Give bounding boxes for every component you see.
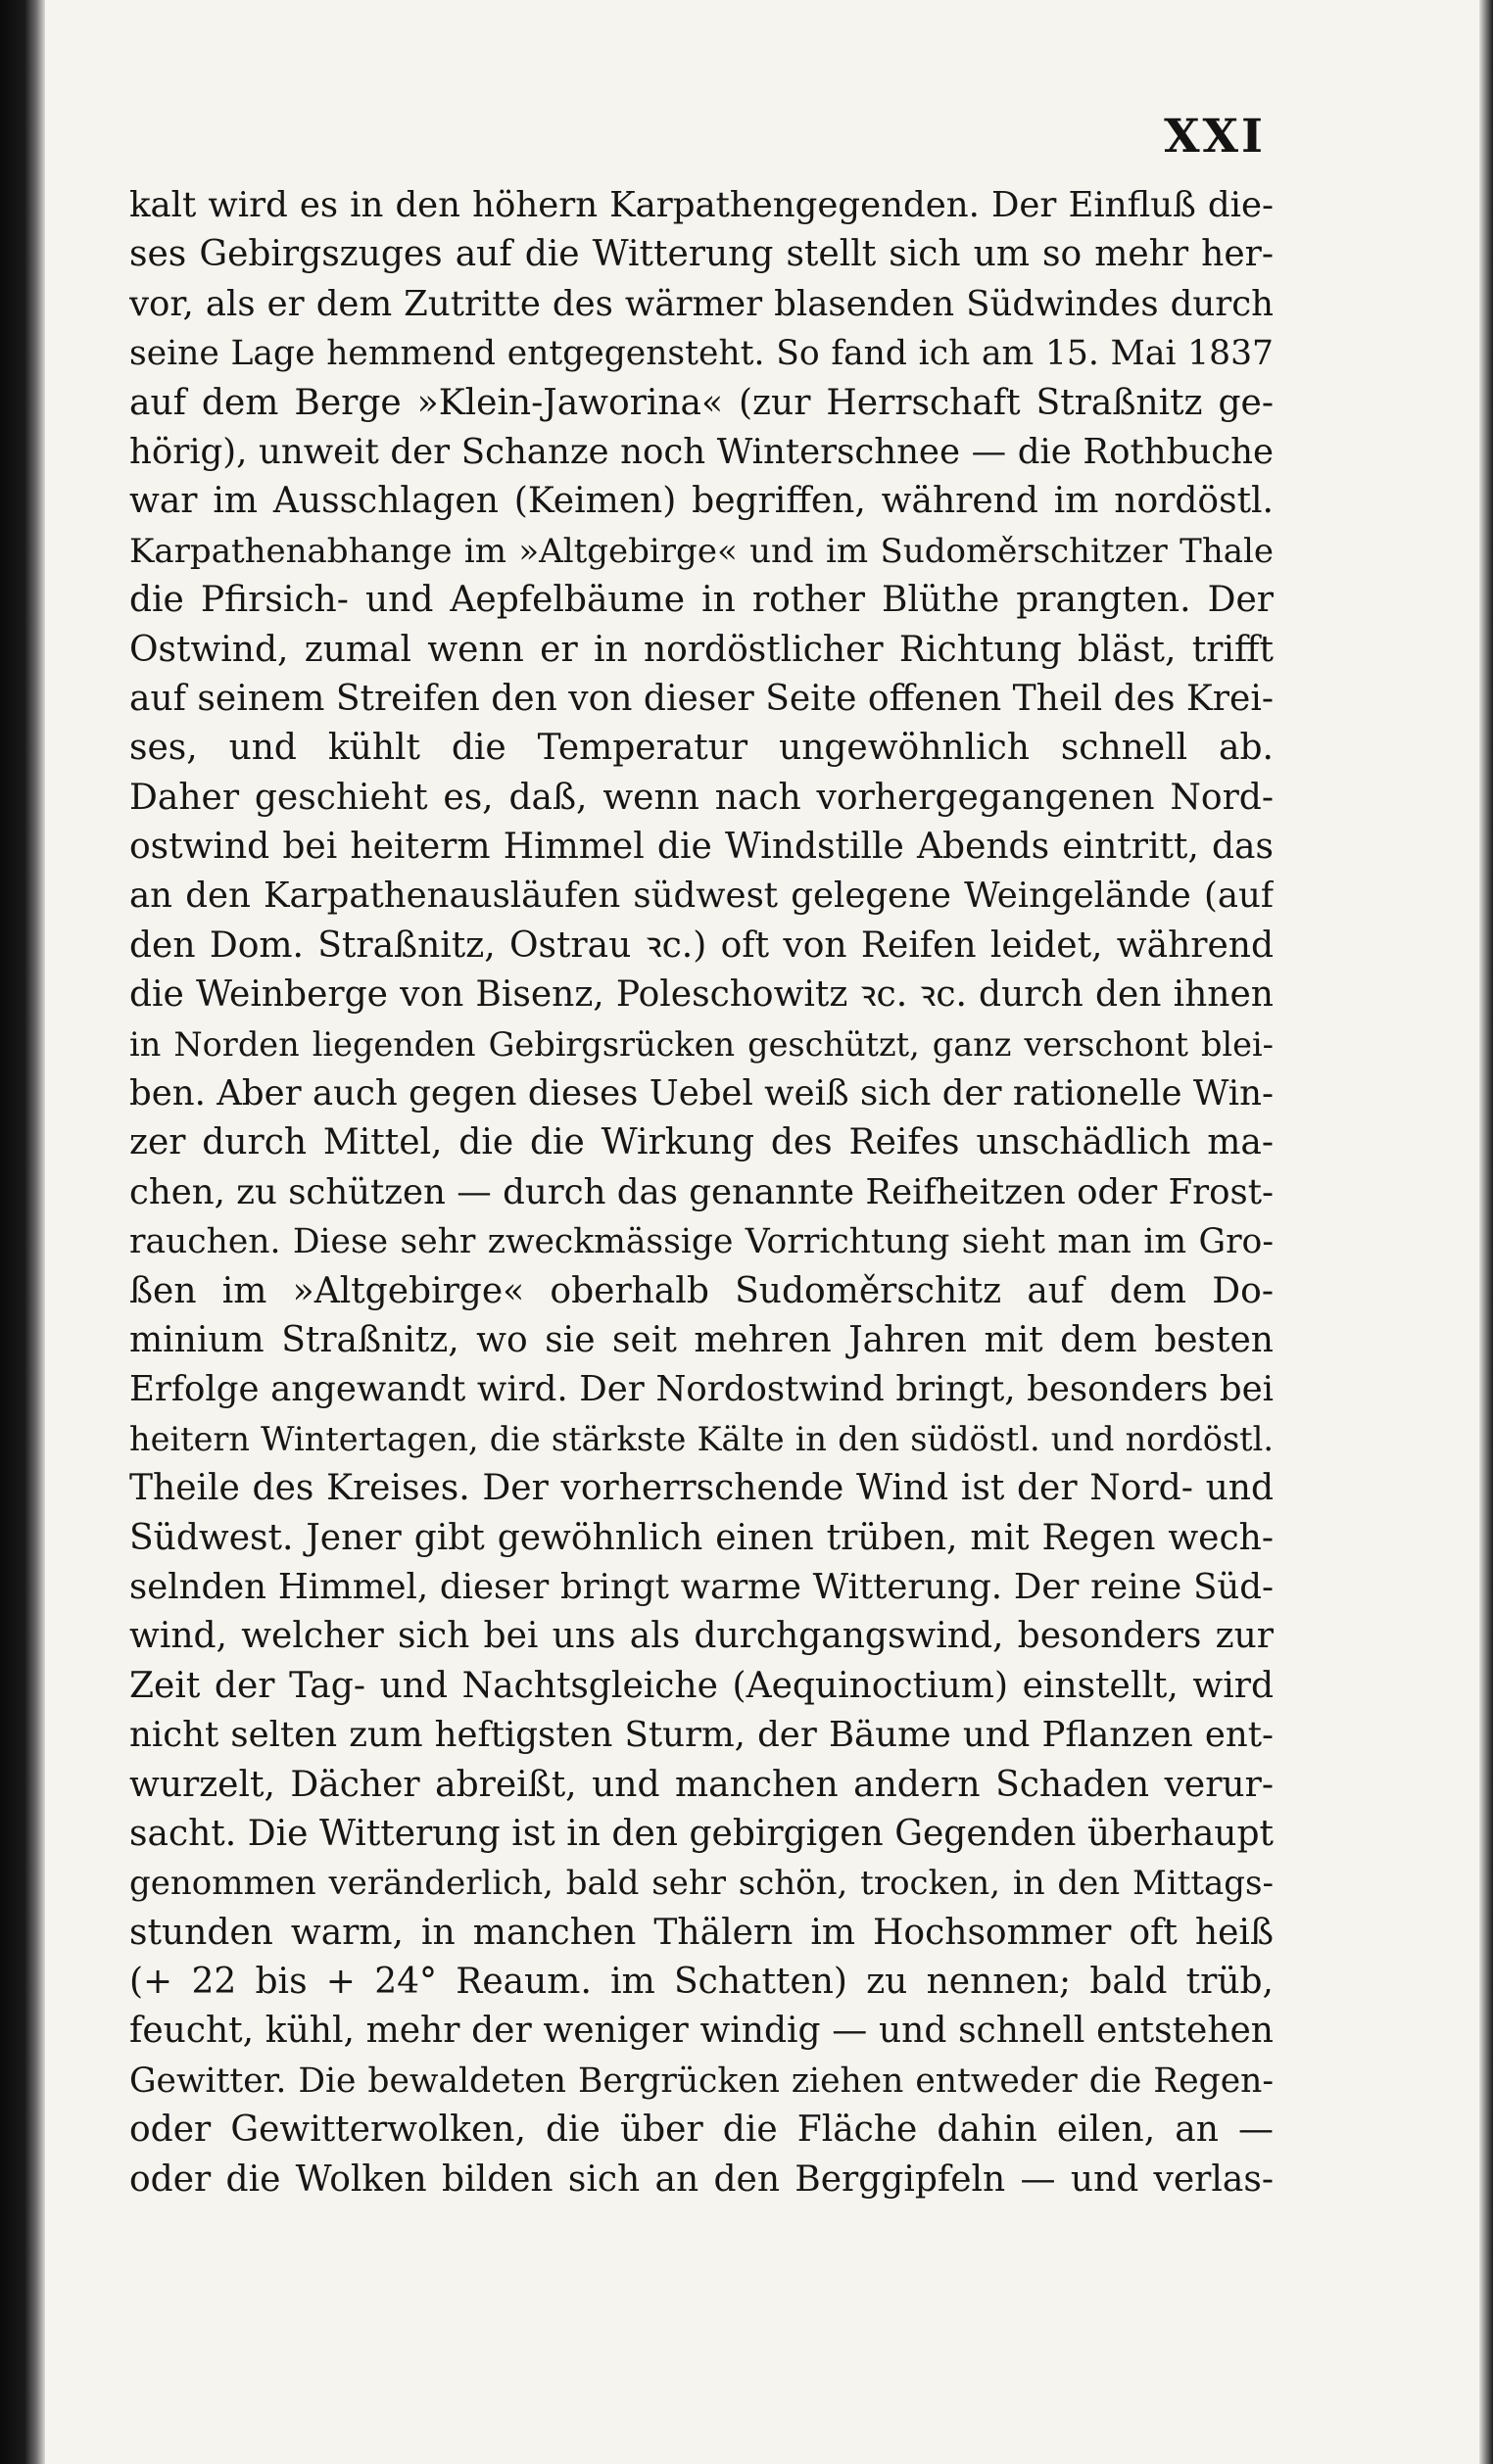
- text-line: ben. Aber auch gegen dieses Uebel weiß sich der rationelle Win-: [129, 1073, 1274, 1114]
- text-line: selnden Himmel, dieser bringt warme Witterung. Der reine Süd-: [129, 1566, 1274, 1607]
- page-edge-right: [1479, 0, 1493, 2464]
- text-line: Zeit der Tag- und Nachtsgleiche (Aequinoctium) einstellt, wird: [129, 1665, 1274, 1706]
- text-line: zer durch Mittel, die die Wirkung des Reifes unschädlich ma-: [129, 1122, 1274, 1163]
- text-line: Theile des Kreises. Der vorherrschende Wind ist der Nord- und: [129, 1468, 1274, 1509]
- text-line: chen, zu schützen — durch das genannte Reifheitzen oder Frost-: [129, 1171, 1274, 1212]
- text-line: auf dem Berge »Klein-Jaworina« (zur Herrschaft Straßnitz ge-: [129, 382, 1274, 423]
- text-line: (+ 22 bis + 24° Reaum. im Schatten) zu nennen; bald trüb,: [129, 1962, 1274, 2003]
- text-line: sacht. Die Witterung ist in den gebirgigen Gegenden überhaupt: [129, 1813, 1274, 1854]
- text-line: oder Gewitterwolken, die über die Fläche dahin eilen, an —: [129, 2109, 1274, 2151]
- text-line: wurzelt, Dächer abreißt, und manchen andern Schaden verur-: [129, 1764, 1274, 1805]
- text-line: Daher geschieht es, daß, wenn nach vorhergegangenen Nord-: [129, 777, 1274, 818]
- text-line: ßen im »Altgebirge« oberhalb Sudoměrschitz auf dem Do-: [129, 1270, 1274, 1311]
- text-line: die Weinberge von Bisenz, Poleschowitz ꝛc. ꝛc. durch den ihnen: [129, 974, 1274, 1016]
- text-line: heitern Wintertagen, die stärkste Kälte in den südöstl. und nordöstl.: [129, 1419, 1274, 1458]
- text-line: Karpathenabhange im »Altgebirge« und im Sudoměrschitzer Thale: [129, 531, 1274, 571]
- text-line: hörig), unweit der Schanze noch Winterschnee — die Rothbuche: [129, 431, 1274, 472]
- text-line: in Norden liegenden Gebirgsrücken geschützt, ganz verschont blei-: [129, 1024, 1274, 1064]
- text-line: oder die Wolken bilden sich an den Berggipfeln — und verlas-: [129, 2158, 1274, 2200]
- text-line: rauchen. Diese sehr zweckmässige Vorrichtung sieht man im Gro-: [129, 1222, 1274, 1262]
- text-line: den Dom. Straßnitz, Ostrau ꝛc.) oft von Reifen leidet, während: [129, 924, 1274, 966]
- text-line: nicht selten zum heftigsten Sturm, der Bäume und Pflanzen ent-: [129, 1715, 1274, 1756]
- text-line: ostwind bei heiterm Himmel die Windstille Abends eintritt, das: [129, 827, 1274, 868]
- text-line: ses, und kühlt die Temperatur ungewöhnlich schnell ab.: [129, 728, 1274, 769]
- binding-shadow-left: [0, 0, 45, 2464]
- text-line: minium Straßnitz, wo sie seit mehren Jahren mit dem besten: [129, 1319, 1274, 1360]
- text-line: auf seinem Streifen den von dieser Seite offenen Theil des Krei-: [129, 678, 1274, 719]
- text-line: stunden warm, in manchen Thälern im Hochsommer oft heiß: [129, 1912, 1274, 1953]
- text-line: war im Ausschlagen (Keimen) begriffen, während im nordöstl.: [129, 481, 1274, 522]
- text-line: seine Lage hemmend entgegensteht. So fand ich am 15. Mai 1837: [129, 334, 1274, 374]
- text-line: die Pfirsich- und Aepfelbäume in rother Blüthe prangten. Der: [129, 580, 1274, 621]
- page-number: XXI: [1164, 110, 1266, 164]
- text-line: wind, welcher sich bei uns als durchgangswind, besonders zur: [129, 1616, 1274, 1657]
- text-line: Südwest. Jener gibt gewöhnlich einen trüben, mit Regen wech-: [129, 1517, 1274, 1558]
- text-line: genommen veränderlich, bald sehr schön, trocken, in den Mittags-: [129, 1864, 1274, 1904]
- text-line: Ostwind, zumal wenn er in nordöstlicher Richtung bläst, trifft: [129, 629, 1274, 670]
- body-text: [129, 181, 1274, 2204]
- text-line: Gewitter. Die bewaldeten Bergrücken ziehen entweder die Regen-: [129, 2061, 1274, 2101]
- text-line: an den Karpathenausläufen südwest gelegene Weingelände (auf: [129, 876, 1274, 917]
- text-line: ses Gebirgszuges auf die Witterung stellt sich um so mehr her-: [129, 234, 1274, 275]
- text-line: vor, als er dem Zutritte des wärmer blasenden Südwindes durch: [129, 283, 1274, 324]
- text-line: Erfolge angewandt wird. Der Nordostwind bringt, besonders bei: [129, 1369, 1274, 1410]
- text-line: feucht, kühl, mehr der weniger windig — und schnell entstehen: [129, 2011, 1274, 2052]
- text-line: kalt wird es in den höhern Karpathengegenden. Der Einfluß die-: [129, 185, 1274, 225]
